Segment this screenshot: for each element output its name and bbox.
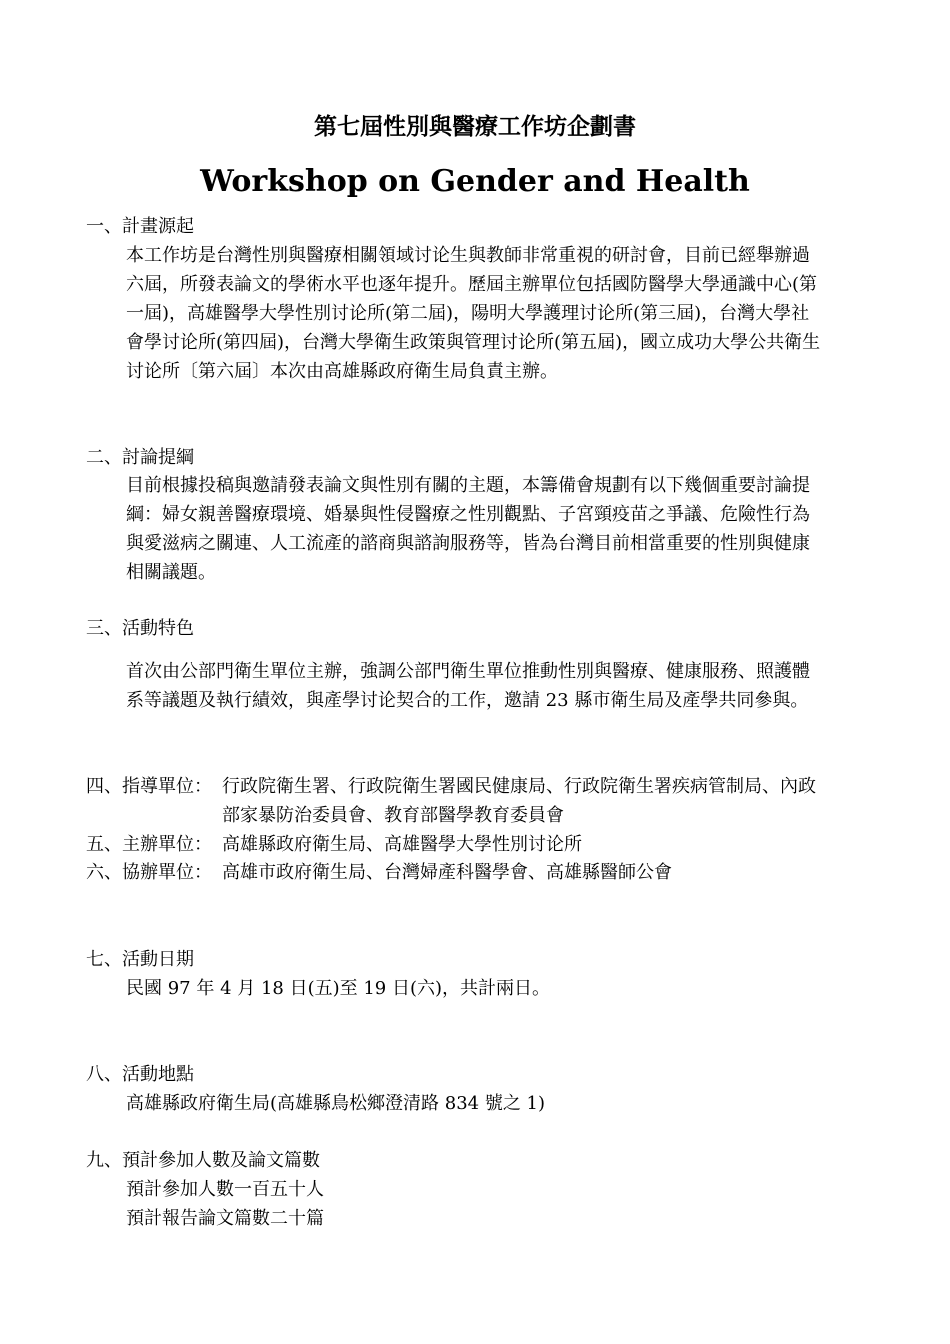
section-2-line: 綱：婦女親善醫療環境、婚暴與性侵醫療之性別觀點、子宮頸疫苗之爭議、危險性行為: [126, 504, 810, 525]
section-1-line: 一屆)，高雄醫學大學性別讨论所(第二屆)，陽明大學護理讨论所(第三屆)，台灣大學社: [126, 303, 810, 324]
section-5-heading: 五、主辦單位：: [86, 834, 212, 855]
section-9-line: 預計參加人數一百五十人: [126, 1179, 324, 1200]
section-2-line: 相關議題。: [126, 562, 216, 583]
section-9-line: 預計報告論文篇數二十篇: [126, 1208, 324, 1229]
section-4-heading: 四、指導單位：: [86, 776, 212, 797]
section-7-heading: 七、活動日期: [86, 949, 194, 970]
section-6-text: 高雄市政府衛生局、台灣婦產科醫學會、高雄縣醫師公會: [222, 862, 672, 883]
section-1-line: 六屆，所發表論文的學術水平也逐年提升。歷屆主辦單位包括國防醫學大學通識中心(第: [126, 274, 818, 295]
section-4-line: 部家暴防治委員會、教育部醫學教育委員會: [222, 805, 564, 826]
section-1-line: 讨论所〔第六屆〕本次由高雄縣政府衛生局負責主辦。: [126, 361, 558, 382]
section-8-text: 高雄縣政府衛生局(高雄縣鳥松鄉澄清路 834 號之 1): [126, 1093, 546, 1114]
section-3-line: 系等議題及執行績效，與產學讨论契合的工作，邀請 23 縣市衛生局及產學共同參與。: [126, 690, 809, 711]
section-5-text: 高雄縣政府衛生局、高雄醫學大學性別讨论所: [222, 834, 582, 855]
section-1-heading: 一、計畫源起: [86, 216, 194, 237]
section-2-line: 與愛滋病之關連、人工流產的諮商與諮詢服務等，皆為台灣目前相當重要的性別與健康: [126, 533, 810, 554]
section-4-line: 行政院衛生署、行政院衛生署國民健康局、行政院衛生署疾病管制局、內政: [222, 776, 816, 797]
section-1-line: 會學讨论所(第四屆)，台灣大學衛生政策與管理讨论所(第五屆)，國立成功大學公共衛生: [126, 332, 821, 353]
section-2-heading: 二、討論提綱: [86, 447, 194, 468]
section-3-heading: 三、活動特色: [86, 618, 194, 639]
title-english: Workshop on Gender and Health: [200, 164, 750, 199]
section-1-line: 本工作坊是台灣性別與醫療相關領域讨论生與教師非常重視的研討會，目前已經舉辦過: [126, 245, 810, 266]
section-2-line: 目前根據投稿與邀請發表論文與性別有關的主題，本籌備會規劃有以下幾個重要討論提: [126, 475, 810, 496]
section-7-text: 民國 97 年 4 月 18 日(五)至 19 日(六)，共計兩日。: [126, 978, 551, 999]
section-8-heading: 八、活動地點: [86, 1064, 194, 1085]
title-chinese: 第七屆性別與醫療工作坊企劃書: [314, 113, 636, 140]
section-3-line: 首次由公部門衛生單位主辦，強調公部門衛生單位推動性別與醫療、健康服務、照護體: [126, 661, 810, 682]
section-9-heading: 九、預計參加人數及論文篇數: [86, 1150, 320, 1171]
section-6-heading: 六、協辦單位：: [86, 862, 212, 883]
